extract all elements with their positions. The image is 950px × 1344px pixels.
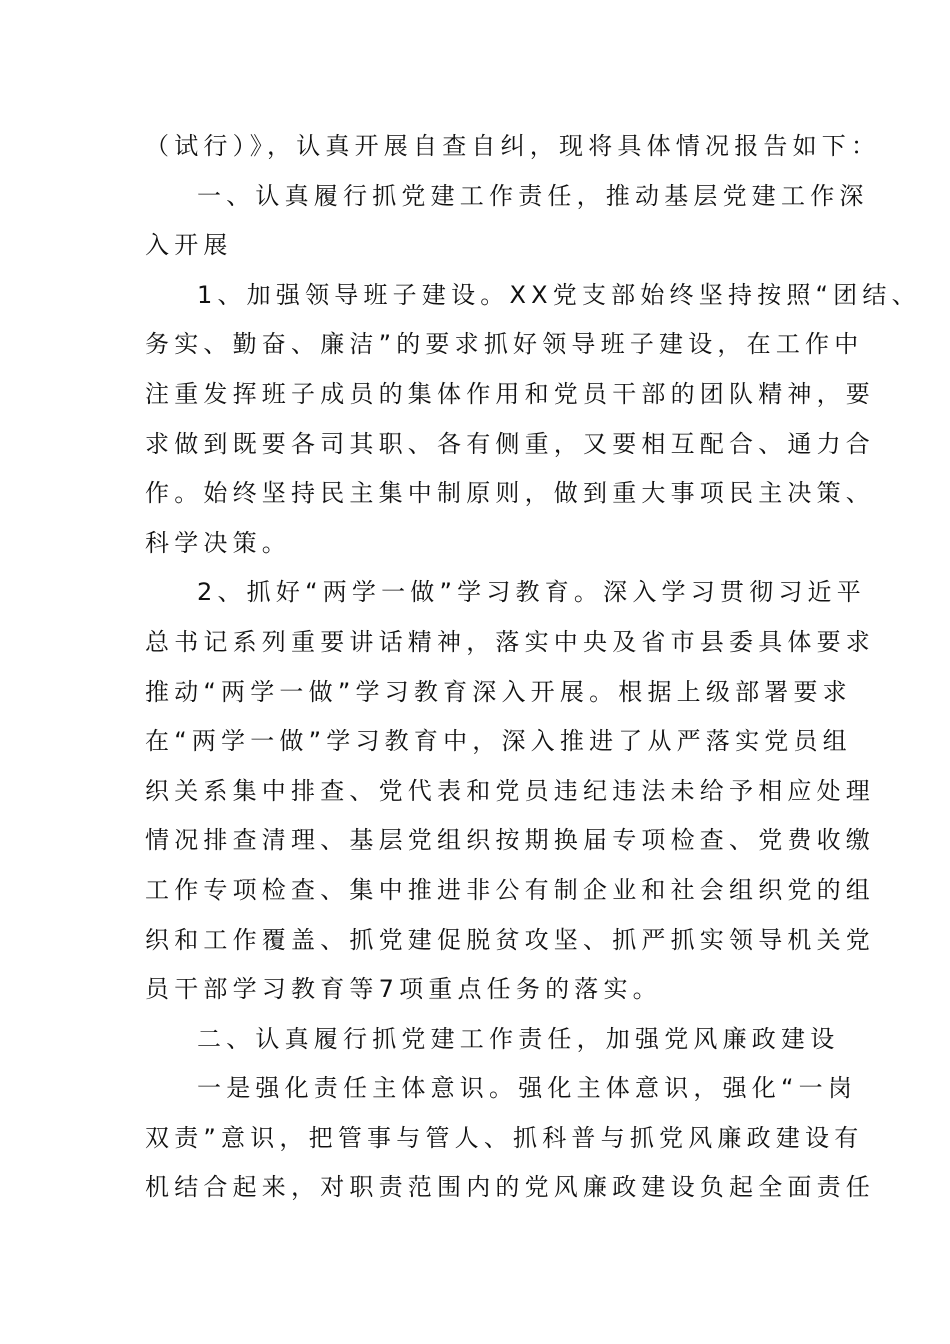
paragraph-line: 总书记系列重要讲话精神，落实中央及省市县委具体要求 xyxy=(145,627,875,656)
paragraph-line: 情况排查清理、基层党组织按期换届专项检查、党费收缴 xyxy=(145,826,875,855)
paragraph-line: 在“两学一做”学习教育中，深入推进了从严落实党员组 xyxy=(145,727,852,756)
paragraph-line: 求做到既要各司其职、各有侧重，又要相互配合、通力合 xyxy=(145,429,875,458)
paragraph-line: 务实、勤奋、廉洁”的要求抓好领导班子建设，在工作中 xyxy=(145,330,864,359)
section-heading-2: 二、认真履行抓党建工作责任，加强党风廉政建设 xyxy=(197,1024,840,1053)
paragraph-line: 作。始终坚持民主集中制原则，做到重大事项民主决策、 xyxy=(145,479,875,508)
document-body xyxy=(145,126,921,1217)
paragraph-line: 科学决策。 xyxy=(145,528,291,557)
paragraph-point-1: 一是强化责任主体意识。强化主体意识，强化“一岗 xyxy=(197,1074,858,1103)
paragraph-line: 工作专项检查、集中推进非公有制企业和社会组织党的组 xyxy=(145,875,875,904)
section-heading-1: 一、认真履行抓党建工作责任，推动基层党建工作深 xyxy=(197,181,869,210)
paragraph-line: 双责”意识，把管事与管人、抓科普与抓党风廉政建设有 xyxy=(145,1123,864,1152)
paragraph-line: 员干部学习教育等7项重点任务的落实。 xyxy=(145,975,662,1004)
paragraph-line: 织关系集中排查、党代表和党员违纪违法未给予相应处理 xyxy=(145,776,875,805)
paragraph-item-1: 1、加强领导班子建设。XX党支部始终坚持按照“团结、 xyxy=(197,280,921,309)
paragraph-intro-continuation: （试行）》，认真开展自查自纠，现将具体情况报告如下： xyxy=(145,132,881,160)
paragraph-item-2: 2、抓好“两学一做”学习教育。深入学习贯彻习近平 xyxy=(197,578,866,607)
paragraph-line: 注重发挥班子成员的集体作用和党员干部的团队精神，要 xyxy=(145,379,875,408)
paragraph-line: 织和工作覆盖、抓党建促脱贫攻坚、抓严抓实领导机关党 xyxy=(145,925,875,954)
paragraph-line: 推动“两学一做”学习教育深入开展。根据上级部署要求 xyxy=(145,677,852,706)
section-heading-1-continuation: 入开展 xyxy=(145,231,233,260)
paragraph-line: 机结合起来，对职责范围内的党风廉政建设负起全面责任 xyxy=(145,1173,875,1202)
